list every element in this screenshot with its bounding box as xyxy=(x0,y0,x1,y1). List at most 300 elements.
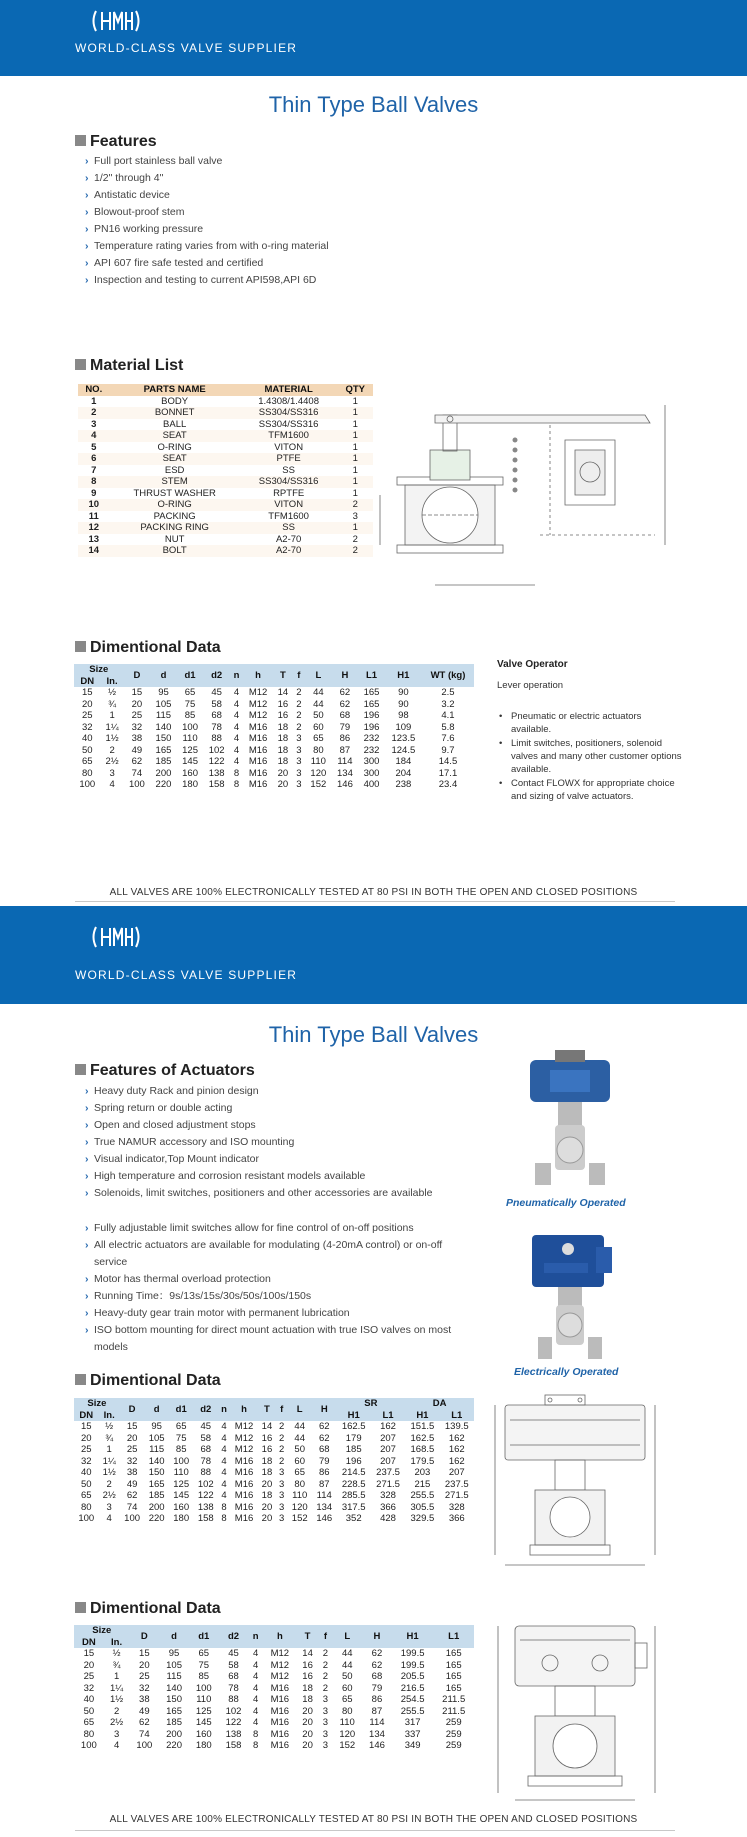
table-cell: 2 xyxy=(352,533,358,545)
table-cell: 160 xyxy=(182,767,198,779)
table-cell: 20 xyxy=(261,1501,273,1513)
table-cell: 80 xyxy=(341,1705,353,1717)
table-cell: 62 xyxy=(318,1432,330,1444)
table-cell: 6 xyxy=(78,453,110,465)
table-cell: 122 xyxy=(225,1717,242,1729)
list-item: • Pneumatic or electric actuators available. xyxy=(497,710,682,736)
table-row xyxy=(78,407,373,419)
table-cell: 134 xyxy=(369,1728,385,1740)
table-row xyxy=(74,1648,474,1660)
table-cell: 18 xyxy=(261,1490,273,1502)
table-row xyxy=(78,545,373,557)
table-header: d xyxy=(150,664,177,687)
page-title: Thin Type Ball Valves xyxy=(268,92,479,117)
table-cell: 2½ xyxy=(102,1490,116,1502)
electric-actuator-image xyxy=(520,1225,620,1365)
table-cell: 110 xyxy=(310,756,326,768)
table-cell: 162 xyxy=(380,1421,396,1433)
list-item: › Heavy-duty gear train motor with permanent lubrication xyxy=(85,1305,475,1322)
table-cell: 17.1 xyxy=(438,767,458,779)
table-cell: 8 xyxy=(221,1501,227,1513)
table-cell: 1 xyxy=(91,395,97,407)
table-cell: 134 xyxy=(316,1501,333,1513)
list-item: › Open and closed adjustment stops xyxy=(85,1117,465,1134)
table-cell: 3 xyxy=(109,767,115,779)
table-header: SR xyxy=(337,1398,406,1410)
table-cell: 207 xyxy=(380,1432,396,1444)
table-cell: 20 xyxy=(277,779,289,791)
table-cell: 20 xyxy=(131,698,143,710)
table-cell: 16 xyxy=(277,710,289,722)
table-cell: 40 xyxy=(82,733,93,745)
table-cell: 349 xyxy=(404,1740,421,1752)
table-cell: 20 xyxy=(302,1717,313,1729)
table-cell: 49 xyxy=(126,1478,138,1490)
table-cell: 200 xyxy=(166,1728,182,1740)
table-cell: 85 xyxy=(184,710,196,722)
table-row xyxy=(78,453,373,465)
table-header: L1 xyxy=(371,1410,405,1422)
table-cell: 428 xyxy=(380,1513,396,1525)
table-cell: 32 xyxy=(80,1455,92,1467)
table-cell: 162 xyxy=(448,1432,465,1444)
table-header: f xyxy=(276,1398,287,1421)
table-cell: 2½ xyxy=(109,1717,124,1729)
table-cell: 58 xyxy=(211,698,222,710)
table-cell: 185 xyxy=(155,756,172,768)
table-cell: 68 xyxy=(371,1671,383,1683)
table-cell: 62 xyxy=(371,1659,383,1671)
table-header: L xyxy=(305,664,332,687)
table-cell: 8 xyxy=(233,779,240,791)
table-cell: M12 xyxy=(248,710,268,722)
table-cell: M16 xyxy=(234,1490,254,1502)
table-row xyxy=(78,442,373,454)
table-header: In. xyxy=(99,1410,120,1422)
table-header: L1 xyxy=(358,664,385,687)
table-cell: 196 xyxy=(345,1455,362,1467)
table-cell: 7 xyxy=(91,464,97,476)
test-note-1: ALL VALVES ARE 100% ELECTRONICALLY TESTED AT 80 PSI IN BOTH THE OPEN AND CLOSED POSITIONS xyxy=(109,887,638,898)
table-row xyxy=(78,419,373,431)
table-cell: 15 xyxy=(139,1648,150,1660)
table-header: n xyxy=(248,1625,263,1648)
table-row xyxy=(74,1433,474,1445)
table-cell: M16 xyxy=(234,1501,254,1513)
table-cell: 79 xyxy=(318,1455,330,1467)
table-cell: 68 xyxy=(200,1444,212,1456)
table-cell: 80 xyxy=(80,1501,92,1513)
list-item: • Contact FLOWX for appropriate choice and sizing of valve actuators. xyxy=(497,777,682,803)
table-cell: 139.5 xyxy=(444,1421,469,1433)
table-cell: 20 xyxy=(139,1659,150,1671)
table-cell: 85 xyxy=(175,1444,187,1456)
table-cell: 20 xyxy=(302,1705,313,1717)
table-cell: 65 xyxy=(83,1717,95,1729)
table-cell: 18 xyxy=(302,1694,313,1706)
table-cell: 2 xyxy=(113,1705,120,1717)
list-item: › Spring return or double acting xyxy=(85,1100,465,1117)
table-cell: 162 xyxy=(448,1455,465,1467)
table-row xyxy=(74,1421,474,1433)
table-cell: PACKING xyxy=(153,510,196,522)
table-cell: 86 xyxy=(318,1467,330,1479)
table-cell: 20 xyxy=(82,698,93,710)
list-item: › Motor has thermal overload protection xyxy=(85,1271,475,1288)
table-header: DN xyxy=(74,1637,104,1649)
test-note-2: ALL VALVES ARE 100% ELECTRONICALLY TESTED AT 80 PSI IN BOTH THE OPEN AND CLOSED POSITIONS xyxy=(109,1814,638,1825)
table-cell: VITON xyxy=(240,499,338,511)
table-cell: 5 xyxy=(91,441,97,453)
table-cell: 44 xyxy=(341,1659,353,1671)
table-cell: 317.5 xyxy=(341,1501,366,1513)
table-cell: 3 xyxy=(279,1501,285,1513)
table-row xyxy=(74,1717,474,1729)
table-cell: 120 xyxy=(310,767,327,779)
table-cell: 179 xyxy=(345,1432,362,1444)
table-cell: M16 xyxy=(248,756,268,768)
table-header: L xyxy=(287,1398,312,1421)
table-cell: 98 xyxy=(398,710,409,722)
table-cell: 16 xyxy=(277,698,289,710)
table-cell: ½ xyxy=(112,1648,121,1660)
table-header: L xyxy=(332,1625,362,1648)
table-cell: 110 xyxy=(339,1717,355,1729)
table-cell: 40 xyxy=(83,1694,95,1706)
table-header: H1 xyxy=(385,664,422,687)
list-item: › Temperature rating varies from with o-ring material xyxy=(85,238,329,255)
list-item: › Inspection and testing to current API598,API 6D xyxy=(85,272,329,289)
table-cell: 238 xyxy=(395,779,412,791)
table-cell: 78 xyxy=(228,1682,239,1694)
table-row xyxy=(78,465,373,477)
table-cell: 20 xyxy=(261,1478,273,1490)
table-cell: 65 xyxy=(294,1467,305,1479)
table-header: H xyxy=(362,1625,392,1648)
table-cell: 4 xyxy=(221,1478,227,1490)
table-header: H1 xyxy=(405,1410,439,1422)
table-cell: 3 xyxy=(279,1513,285,1525)
table-cell: 80 xyxy=(313,744,324,756)
table-cell: 2 xyxy=(322,1671,329,1683)
table-cell: 18 xyxy=(277,756,289,768)
table-cell: M16 xyxy=(248,744,268,756)
table-cell: 4 xyxy=(221,1455,227,1467)
table-cell: SS xyxy=(282,464,295,476)
table-cell: 49 xyxy=(131,744,143,756)
table-cell: 1¼ xyxy=(109,1682,124,1694)
table-cell: 44 xyxy=(341,1648,353,1660)
table-cell: 125 xyxy=(182,744,198,756)
table-cell: 65 xyxy=(80,1490,92,1502)
table-header: DA xyxy=(405,1398,474,1410)
table-row xyxy=(74,1706,474,1718)
table-cell: 184 xyxy=(395,756,412,768)
table-cell: 45 xyxy=(211,687,222,699)
table-header: L1 xyxy=(440,1410,474,1422)
table-cell: 1 xyxy=(337,453,373,465)
table-cell: 20 xyxy=(261,1513,273,1525)
table-cell: 237.5 xyxy=(376,1467,400,1479)
table-cell: 62 xyxy=(318,1421,330,1433)
table-cell: 1 xyxy=(337,476,373,488)
table-header: d2 xyxy=(193,1398,218,1421)
table-cell: 1 xyxy=(337,430,373,442)
table-cell: 220 xyxy=(148,1513,165,1525)
table-cell: 109 xyxy=(395,721,412,733)
table-cell: 150 xyxy=(148,1467,165,1479)
list-item: › Full port stainless ball valve xyxy=(85,153,329,170)
table-cell: SS304/SS316 xyxy=(240,407,338,419)
table-cell: 16 xyxy=(302,1671,313,1683)
table-cell: M16 xyxy=(270,1705,290,1717)
table-header: QTY xyxy=(337,384,373,396)
table-cell: ESD xyxy=(164,464,185,476)
table-cell: 2 xyxy=(337,499,373,511)
table-cell: 8 xyxy=(78,476,110,488)
pneumatic-caption: Pneumatically Operated xyxy=(506,1197,626,1209)
table-cell: 2 xyxy=(322,1659,329,1671)
table-cell: M12 xyxy=(270,1648,290,1660)
table-cell: 196 xyxy=(363,721,380,733)
table-row xyxy=(74,1444,474,1456)
table-cell: 68 xyxy=(339,710,351,722)
table-cell: 95 xyxy=(158,687,169,699)
table-cell: 14 xyxy=(277,687,289,699)
table-cell: TFM1600 xyxy=(240,430,338,442)
table-cell: 1½ xyxy=(109,1694,124,1706)
list-item: › Visual indicator,Top Mount indicator xyxy=(85,1151,465,1168)
table-cell: 3 xyxy=(296,744,302,756)
table-cell: 5.8 xyxy=(441,721,455,733)
table-cell: 4 xyxy=(221,1432,227,1444)
table-cell: 207 xyxy=(380,1444,396,1456)
table-cell: 146 xyxy=(316,1513,333,1525)
table-cell: 65 xyxy=(175,1421,187,1433)
table-cell: 16 xyxy=(261,1432,273,1444)
table-cell: SEAT xyxy=(110,430,240,442)
list-item: › API 607 fire safe tested and certified xyxy=(85,255,329,272)
table-cell: A2-70 xyxy=(275,533,302,545)
table-cell: 62 xyxy=(371,1648,383,1660)
table-cell: 2 xyxy=(296,710,302,722)
table-cell: 115 xyxy=(166,1671,182,1683)
table-cell: 9.7 xyxy=(441,744,455,756)
table-cell: 80 xyxy=(294,1478,305,1490)
table-row xyxy=(74,1683,474,1695)
dimensional-table-2 xyxy=(74,1398,474,1525)
table-cell: 366 xyxy=(448,1513,465,1525)
table-cell: 44 xyxy=(313,687,324,699)
table-cell: 68 xyxy=(228,1671,239,1683)
table-cell: 165 xyxy=(166,1705,182,1717)
table-cell: M16 xyxy=(248,733,268,745)
table-cell: 1 xyxy=(352,418,358,430)
table-cell: 2 xyxy=(78,407,110,419)
table-row xyxy=(78,396,373,408)
table-cell: ¾ xyxy=(112,1659,121,1671)
table-row xyxy=(74,1740,474,1752)
table-row xyxy=(78,488,373,500)
table-cell: 50 xyxy=(341,1671,353,1683)
table-cell: O-RING xyxy=(157,441,192,453)
table-cell: 16 xyxy=(302,1659,313,1671)
table-cell: VITON xyxy=(274,441,304,453)
table-row xyxy=(74,733,474,745)
table-cell: 25 xyxy=(131,710,143,722)
table-cell: 4 xyxy=(233,710,240,722)
table-cell: 45 xyxy=(200,1421,212,1433)
table-cell: 18 xyxy=(277,721,289,733)
table-cell: 110 xyxy=(196,1694,212,1706)
table-cell: A2-70 xyxy=(240,545,338,557)
list-item: • Limit switches, positioners, solenoid valves and many other customer options available. xyxy=(497,737,682,776)
table-cell: 285.5 xyxy=(341,1490,366,1502)
table-cell: 1.4308/1.4408 xyxy=(258,395,320,407)
table-row xyxy=(74,1490,474,1502)
table-cell: 25 xyxy=(82,710,93,722)
table-cell: 160 xyxy=(173,1501,190,1513)
table-cell: 200 xyxy=(148,1501,165,1513)
table-cell: 38 xyxy=(131,733,143,745)
table-cell: 4 xyxy=(113,1740,120,1752)
table-cell: 3 xyxy=(322,1717,329,1729)
table-row xyxy=(74,710,474,722)
table-cell: 62 xyxy=(339,698,351,710)
table-cell: 18 xyxy=(277,733,289,745)
table-cell: 220 xyxy=(166,1740,182,1752)
table-cell: 15 xyxy=(82,687,93,699)
table-cell: 50 xyxy=(294,1444,305,1456)
table-cell: 145 xyxy=(173,1490,190,1502)
table-cell: 150 xyxy=(155,733,172,745)
table-cell: 62 xyxy=(339,687,351,699)
table-cell: 152 xyxy=(310,779,327,791)
table-header: h xyxy=(263,1625,297,1648)
table-cell: 2½ xyxy=(105,756,119,768)
table-header: H1 xyxy=(337,1410,371,1422)
table-cell: 255.5 xyxy=(410,1490,435,1502)
table-cell: 50 xyxy=(83,1705,95,1717)
table-cell: 125 xyxy=(173,1478,190,1490)
table-cell: 165 xyxy=(363,687,380,699)
table-cell: 20 xyxy=(302,1740,313,1752)
table-header: D xyxy=(129,1625,159,1648)
table-cell: M12 xyxy=(234,1444,254,1456)
table-header: H xyxy=(312,1398,337,1421)
table-cell: 185 xyxy=(345,1444,362,1456)
table-cell: 216.5 xyxy=(400,1682,425,1694)
table-cell: 1½ xyxy=(102,1467,116,1479)
table-cell: 85 xyxy=(198,1671,210,1683)
features-list xyxy=(85,153,329,289)
table-cell: 4 xyxy=(233,733,240,745)
table-cell: 32 xyxy=(82,721,93,733)
table-cell: 88 xyxy=(228,1694,239,1706)
table-header: d1 xyxy=(169,1398,194,1421)
table-cell: 102 xyxy=(225,1705,242,1717)
table-cell: 58 xyxy=(200,1432,212,1444)
table-cell: 50 xyxy=(313,710,324,722)
table-cell: 95 xyxy=(168,1648,180,1660)
table-cell: 110 xyxy=(182,733,198,745)
table-row xyxy=(74,1729,474,1741)
table-row xyxy=(74,699,474,711)
table-header: WT (kg) xyxy=(422,664,474,687)
electric-caption: Electrically Operated xyxy=(514,1366,619,1378)
table-header: h xyxy=(243,664,273,687)
actuators-heading: Features of Actuators xyxy=(75,1062,255,1080)
table-header: Size xyxy=(74,1625,129,1637)
dimensional-heading-3: Dimentional Data xyxy=(75,1600,221,1618)
list-item: › ISO bottom mounting for direct mount actuation with true ISO valves on most models xyxy=(85,1322,475,1356)
table-header: L1 xyxy=(433,1625,474,1648)
table-cell: 3 xyxy=(322,1740,329,1752)
table-cell: 88 xyxy=(211,733,222,745)
table-cell: 4 xyxy=(221,1467,227,1479)
table-cell: 80 xyxy=(82,767,93,779)
features-heading: Features xyxy=(75,133,157,151)
table-cell: 44 xyxy=(313,698,324,710)
table-cell: M12 xyxy=(270,1659,290,1671)
table-cell: 105 xyxy=(166,1659,182,1671)
table-cell: 1¼ xyxy=(102,1455,116,1467)
table-cell: 110 xyxy=(173,1467,189,1479)
table-cell: BODY xyxy=(161,395,189,407)
table-cell: 138 xyxy=(225,1728,242,1740)
table-cell: 271.5 xyxy=(444,1490,469,1502)
table-cell: 352 xyxy=(345,1513,362,1525)
table-cell: 4 xyxy=(253,1705,259,1717)
table-cell: 105 xyxy=(155,698,172,710)
table-row xyxy=(78,534,373,546)
table-cell: SEAT xyxy=(110,453,240,465)
table-cell: 87 xyxy=(339,744,351,756)
table-cell: 14 xyxy=(302,1648,313,1660)
dimensional-heading-2: Dimentional Data xyxy=(75,1372,221,1390)
table-cell: 3 xyxy=(279,1478,285,1490)
table-cell: 237.5 xyxy=(444,1478,469,1490)
list-item: › All electric actuators are available for modulating (4-20mA control) or on-off service xyxy=(85,1237,475,1271)
table-cell: 196 xyxy=(363,710,380,722)
table-cell: 162.5 xyxy=(341,1421,366,1433)
table-header: d xyxy=(144,1398,169,1421)
table-cell: 4 xyxy=(109,779,115,791)
table-cell: 328 xyxy=(448,1501,465,1513)
table-cell: 62 xyxy=(139,1717,150,1729)
table-cell: 3 xyxy=(322,1694,329,1706)
table-cell: 168.5 xyxy=(410,1444,435,1456)
table-cell: 25 xyxy=(126,1444,138,1456)
table-cell: 100 xyxy=(128,779,145,791)
table-cell: 12 xyxy=(78,522,110,534)
table-cell: 65 xyxy=(198,1648,210,1660)
table-cell: 100 xyxy=(79,779,96,791)
table-cell: 25 xyxy=(139,1671,150,1683)
table-cell: 134 xyxy=(337,767,353,779)
table-row xyxy=(74,1513,474,1525)
pneumatic-valve-drawing xyxy=(490,1390,660,1570)
list-item: › True NAMUR accessory and ISO mounting xyxy=(85,1134,465,1151)
table-cell: M16 xyxy=(248,779,268,791)
table-cell: 2 xyxy=(109,744,115,756)
table-cell: 145 xyxy=(182,756,198,768)
table-cell: 165 xyxy=(445,1648,462,1660)
table-cell: 49 xyxy=(139,1705,150,1717)
table-cell: 100 xyxy=(173,1455,190,1467)
table-cell: 259 xyxy=(445,1728,462,1740)
table-cell: 65 xyxy=(184,687,196,699)
